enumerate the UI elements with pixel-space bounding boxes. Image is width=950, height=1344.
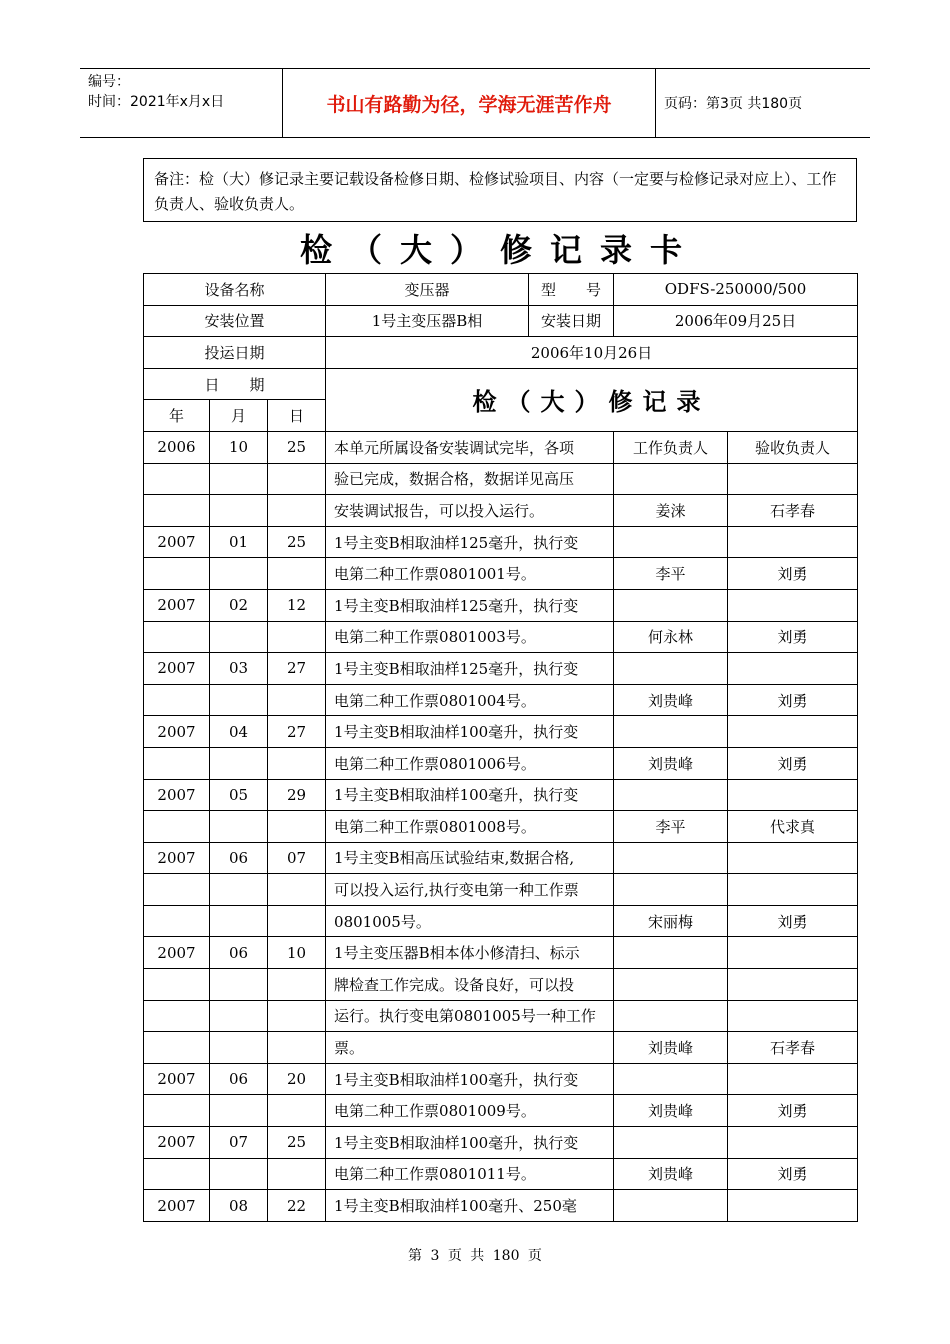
day-cell: 10: [268, 937, 326, 969]
worker-cell: [614, 653, 728, 685]
location-value: 1号主变压器B相: [326, 305, 529, 337]
record-text-cell: 安装调试报告，可以投入运行。: [326, 495, 614, 527]
month-cell: 05: [210, 779, 268, 811]
acceptor-cell: 刘勇: [728, 684, 858, 716]
record-text-cell: 本单元所属设备安装调试完毕，各项: [326, 431, 614, 463]
record-text-cell: 电第二种工作票0801006号。: [326, 747, 614, 779]
acceptor-cell: [728, 937, 858, 969]
table-row: [144, 937, 858, 969]
record-text-cell: 运行。执行变电第0801005号一种工作: [326, 1000, 614, 1032]
record-text-cell: 1号主变B相取油样100毫升，执行变: [326, 779, 614, 811]
table-row: [144, 842, 858, 874]
worker-cell: 李平: [614, 811, 728, 843]
device-name-value: 变压器: [326, 274, 529, 306]
year-cell: [144, 1158, 210, 1190]
page-footer: 第 3 页 共 180 页: [408, 1248, 542, 1264]
month-cell: [210, 905, 268, 937]
day-cell: [268, 1000, 326, 1032]
table-row: [144, 526, 858, 558]
worker-cell: [614, 589, 728, 621]
card-title: 检（大）修记录卡: [299, 231, 700, 269]
table-row: [144, 747, 858, 779]
table-row: [144, 684, 858, 716]
day-cell: 12: [268, 589, 326, 621]
code-label: 编号：: [88, 74, 130, 90]
year-cell: [144, 495, 210, 527]
worker-cell: [614, 969, 728, 1001]
day-cell: 07: [268, 842, 326, 874]
worker-cell: [614, 937, 728, 969]
table-row: [144, 589, 858, 621]
time-label: 时间：2021年x月x日: [88, 94, 225, 110]
record-text-cell: 验已完成，数据合格，数据详见高压: [326, 463, 614, 495]
day-cell: [268, 684, 326, 716]
worker-cell: 工作负责人: [614, 431, 728, 463]
model-value: ODFS-250000/500: [614, 274, 858, 306]
record-text-cell: 票。: [326, 1032, 614, 1064]
year-cell: [144, 905, 210, 937]
acceptor-cell: 刘勇: [728, 558, 858, 590]
record-text-cell: 1号主变B相高压试验结束,数据合格,: [326, 842, 614, 874]
install-date-value: 2006年09月25日: [614, 305, 858, 337]
day-cell: [268, 463, 326, 495]
header-slogan: 书山有路勤为径，学海无涯苦作舟: [282, 69, 656, 137]
acceptor-cell: [728, 1063, 858, 1095]
day-cell: [268, 811, 326, 843]
record-text-cell: 1号主变B相取油样100毫升，执行变: [326, 716, 614, 748]
month-cell: [210, 621, 268, 653]
year-cell: 2007: [144, 1190, 210, 1222]
year-cell: 2007: [144, 842, 210, 874]
day-cell: 27: [268, 653, 326, 685]
acceptor-cell: 刘勇: [728, 1095, 858, 1127]
table-row: [144, 463, 858, 495]
year-cell: [144, 463, 210, 495]
record-text-cell: 电第二种工作票0801009号。: [326, 1095, 614, 1127]
day-cell: [268, 747, 326, 779]
table-row: [144, 1127, 858, 1159]
month-cell: [210, 747, 268, 779]
record-text-cell: 电第二种工作票0801011号。: [326, 1158, 614, 1190]
day-cell: 25: [268, 526, 326, 558]
acceptor-cell: [728, 779, 858, 811]
acceptor-cell: 石孝春: [728, 1032, 858, 1064]
month-cell: 06: [210, 842, 268, 874]
table-row: [144, 1190, 858, 1222]
acceptor-cell: 刘勇: [728, 747, 858, 779]
acceptor-cell: [728, 653, 858, 685]
acceptor-cell: [728, 842, 858, 874]
header-meta: [80, 69, 282, 137]
month-cell: [210, 684, 268, 716]
record-text-cell: 1号主变B相取油样100毫升，执行变: [326, 1127, 614, 1159]
day-cell: 27: [268, 716, 326, 748]
table-row: [144, 558, 858, 590]
day-cell: 29: [268, 779, 326, 811]
day-cell: [268, 969, 326, 1001]
log-header-row-1: [144, 368, 858, 400]
worker-cell: [614, 1000, 728, 1032]
table-row: [144, 1063, 858, 1095]
date-header: 日 期: [144, 368, 326, 400]
table-row: [144, 905, 858, 937]
month-cell: [210, 811, 268, 843]
year-cell: 2007: [144, 716, 210, 748]
acceptor-cell: [728, 1127, 858, 1159]
table-row: [144, 431, 858, 463]
acceptor-cell: 刘勇: [728, 1158, 858, 1190]
record-text-cell: 0801005号。: [326, 905, 614, 937]
table-row: [144, 653, 858, 685]
record-text-cell: 牌检查工作完成。设备良好，可以投: [326, 969, 614, 1001]
month-cell: [210, 874, 268, 906]
year-cell: [144, 747, 210, 779]
table-row: [144, 811, 858, 843]
acceptor-cell: 石孝春: [728, 495, 858, 527]
day-cell: [268, 1032, 326, 1064]
day-cell: [268, 905, 326, 937]
day-cell: [268, 621, 326, 653]
year-cell: 2007: [144, 1127, 210, 1159]
acceptor-cell: 代求真: [728, 811, 858, 843]
year-cell: [144, 558, 210, 590]
worker-cell: 何永林: [614, 621, 728, 653]
table-row: [144, 1000, 858, 1032]
month-cell: 08: [210, 1190, 268, 1222]
record-text-cell: 可以投入运行,执行变电第一种工作票: [326, 874, 614, 906]
year-cell: [144, 621, 210, 653]
acceptor-cell: 刘勇: [728, 905, 858, 937]
info-row-location: [144, 305, 858, 337]
info-row-commission: [144, 337, 858, 369]
year-cell: 2007: [144, 589, 210, 621]
acceptor-cell: 刘勇: [728, 621, 858, 653]
year-cell: [144, 969, 210, 1001]
day-cell: 25: [268, 1127, 326, 1159]
acceptor-cell: [728, 969, 858, 1001]
info-row-device: [144, 274, 858, 306]
year-cell: [144, 1095, 210, 1127]
year-cell: [144, 874, 210, 906]
worker-cell: 宋丽梅: [614, 905, 728, 937]
year-cell: [144, 811, 210, 843]
record-text-cell: 1号主变B相取油样125毫升，执行变: [326, 589, 614, 621]
header-page-info: 页码：第3页 共180页: [664, 96, 803, 112]
acceptor-cell: [728, 1000, 858, 1032]
year-cell: 2007: [144, 779, 210, 811]
month-cell: [210, 1095, 268, 1127]
month-cell: [210, 495, 268, 527]
day-cell: 22: [268, 1190, 326, 1222]
month-header: 月: [210, 400, 268, 432]
worker-cell: [614, 874, 728, 906]
record-text-cell: 电第二种工作票0801003号。: [326, 621, 614, 653]
month-cell: 04: [210, 716, 268, 748]
month-cell: 10: [210, 431, 268, 463]
worker-cell: 李平: [614, 558, 728, 590]
log-section-title: 检（大）修记录: [326, 368, 858, 431]
year-cell: 2007: [144, 653, 210, 685]
record-text-cell: 电第二种工作票0801001号。: [326, 558, 614, 590]
record-text-cell: 1号主变B相取油样100毫升、250毫: [326, 1190, 614, 1222]
month-cell: [210, 1032, 268, 1064]
day-cell: [268, 1095, 326, 1127]
month-cell: [210, 1000, 268, 1032]
acceptor-cell: [728, 874, 858, 906]
day-cell: [268, 495, 326, 527]
record-text-cell: 1号主变B相取油样125毫升，执行变: [326, 653, 614, 685]
day-cell: 20: [268, 1063, 326, 1095]
table-row: [144, 874, 858, 906]
page-header: [80, 68, 870, 138]
record-text-cell: 电第二种工作票0801008号。: [326, 811, 614, 843]
worker-cell: [614, 463, 728, 495]
year-cell: 2007: [144, 1063, 210, 1095]
day-cell: [268, 874, 326, 906]
record-text-cell: 1号主变压器B相本体小修清扫、标示: [326, 937, 614, 969]
month-cell: [210, 1158, 268, 1190]
year-cell: [144, 684, 210, 716]
day-cell: [268, 1158, 326, 1190]
month-cell: [210, 463, 268, 495]
table-row: [144, 495, 858, 527]
table-row: [144, 1095, 858, 1127]
worker-cell: [614, 1190, 728, 1222]
worker-cell: [614, 526, 728, 558]
worker-cell: 刘贵峰: [614, 747, 728, 779]
note-box: 备注：检（大）修记录主要记载设备检修日期、检修试验项目、内容（一定要与检修记录对应上）、工作负责人、验收负责人。: [143, 158, 857, 222]
worker-cell: [614, 842, 728, 874]
worker-cell: 刘贵峰: [614, 1032, 728, 1064]
worker-cell: [614, 716, 728, 748]
month-cell: [210, 558, 268, 590]
device-name-label: 设备名称: [144, 274, 326, 306]
day-header: 日: [268, 400, 326, 432]
month-cell: [210, 969, 268, 1001]
acceptor-cell: [728, 526, 858, 558]
table-row: [144, 1158, 858, 1190]
location-label: 安装位置: [144, 305, 326, 337]
worker-cell: 姜涞: [614, 495, 728, 527]
table-row: [144, 779, 858, 811]
worker-cell: [614, 1063, 728, 1095]
install-date-label: 安装日期: [529, 305, 614, 337]
model-label: 型 号: [529, 274, 614, 306]
year-cell: [144, 1000, 210, 1032]
month-cell: 02: [210, 589, 268, 621]
month-cell: 01: [210, 526, 268, 558]
commission-date-label: 投运日期: [144, 337, 326, 369]
worker-cell: [614, 779, 728, 811]
commission-date-value: 2006年10月26日: [326, 337, 858, 369]
year-cell: 2007: [144, 526, 210, 558]
month-cell: 07: [210, 1127, 268, 1159]
month-cell: 06: [210, 937, 268, 969]
table-row: [144, 621, 858, 653]
worker-cell: 刘贵峰: [614, 1095, 728, 1127]
table-row: [144, 969, 858, 1001]
acceptor-cell: [728, 589, 858, 621]
acceptor-cell: [728, 463, 858, 495]
day-cell: 25: [268, 431, 326, 463]
acceptor-cell: [728, 716, 858, 748]
year-cell: 2006: [144, 431, 210, 463]
table-row: [144, 716, 858, 748]
worker-cell: [614, 1127, 728, 1159]
acceptor-cell: 验收负责人: [728, 431, 858, 463]
worker-cell: 刘贵峰: [614, 684, 728, 716]
worker-cell: 刘贵峰: [614, 1158, 728, 1190]
month-cell: 03: [210, 653, 268, 685]
day-cell: [268, 558, 326, 590]
year-cell: [144, 1032, 210, 1064]
record-text-cell: 电第二种工作票0801004号。: [326, 684, 614, 716]
maintenance-record-table: [143, 273, 858, 1222]
record-text-cell: 1号主变B相取油样100毫升，执行变: [326, 1063, 614, 1095]
record-text-cell: 1号主变B相取油样125毫升，执行变: [326, 526, 614, 558]
acceptor-cell: [728, 1190, 858, 1222]
table-row: [144, 1032, 858, 1064]
year-cell: 2007: [144, 937, 210, 969]
year-header: 年: [144, 400, 210, 432]
month-cell: 06: [210, 1063, 268, 1095]
